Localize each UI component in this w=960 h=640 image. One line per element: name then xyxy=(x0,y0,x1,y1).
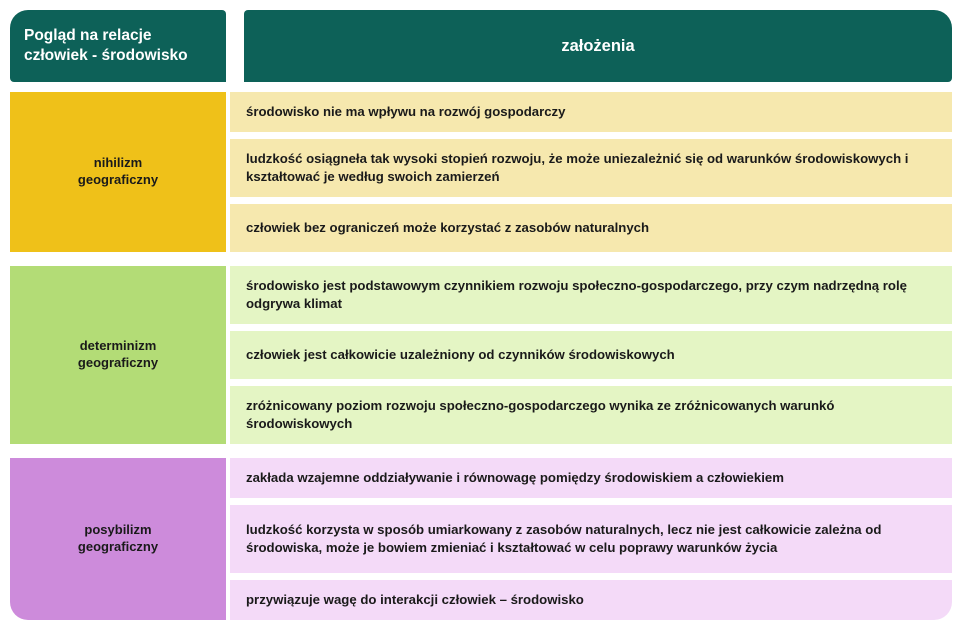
section-nihilizm xyxy=(10,92,952,252)
assumption-row: przywiązuje wagę do interakcji człowiek – środowisko xyxy=(230,580,952,620)
section-label-nihilizm-line1: nihilizm xyxy=(93,155,143,171)
assumption-row: ludzkość korzysta w sposób umiarkowany z zasobów naturalnych, lecz nie jest całkowicie zależna od środowiska, może je bowiem zmieniać i kształtować w celu poprawy warunków życia xyxy=(230,505,952,573)
section-rows-determinizm xyxy=(230,266,952,444)
assumption-row: zróżnicowany poziom rozwoju społeczno-gospodarczego wynika ze zróżnicowanych warunkó środowiskowych xyxy=(230,386,952,444)
section-rows-nihilizm xyxy=(230,92,952,252)
header-right-panel xyxy=(244,10,952,82)
section-rows-posybilizm xyxy=(230,458,952,620)
row-divider xyxy=(230,132,952,139)
section-label-posybilizm-line2: geograficzny xyxy=(77,539,159,554)
assumption-row: środowisko jest podstawowym czynnikiem rozwoju społeczno-gospodarczego, przy czym nadrzędną rolę odgrywa klimat xyxy=(230,266,952,324)
section-label-posybilizm-line1: posybilizm xyxy=(84,522,152,538)
section-label-determinizm xyxy=(10,266,226,444)
header xyxy=(10,10,952,82)
row-divider xyxy=(230,379,952,386)
row-divider xyxy=(230,324,952,331)
assumption-row: ludzkość osiągneła tak wysoki stopień rozwoju, że może uniezależnić się od warunków środowiskowych i kształtować je według swoich zamierzeń xyxy=(230,139,952,197)
section-determinizm xyxy=(10,266,952,444)
header-left-panel xyxy=(10,10,226,82)
assumption-row: zakłada wzajemne oddziaływanie i równowagę pomiędzy środowiskiem a człowiekiem xyxy=(230,458,952,498)
section-label-nihilizm-line2: geograficzny xyxy=(77,172,159,187)
section-posybilizm xyxy=(10,458,952,620)
section-label-determinizm-line1: determinizm xyxy=(79,338,157,354)
row-divider xyxy=(230,498,952,505)
section-label-determinizm-line2: geograficzny xyxy=(77,355,159,370)
assumption-row: człowiek bez ograniczeń może korzystać z zasobów naturalnych xyxy=(230,204,952,252)
page-title xyxy=(24,26,188,67)
column-header-assumptions: założenia xyxy=(561,36,635,55)
row-divider xyxy=(230,573,952,580)
page-title-line1: Pogląd na relacje xyxy=(24,26,152,44)
row-divider xyxy=(230,197,952,204)
assumption-row: człowiek jest całkowicie uzależniony od czynników środowiskowych xyxy=(230,331,952,379)
section-label-nihilizm xyxy=(10,92,226,252)
assumption-row: środowisko nie ma wpływu na rozwój gospodarczy xyxy=(230,92,952,132)
page-title-line2: człowiek - środowisko xyxy=(24,47,188,64)
section-label-posybilizm xyxy=(10,458,226,620)
